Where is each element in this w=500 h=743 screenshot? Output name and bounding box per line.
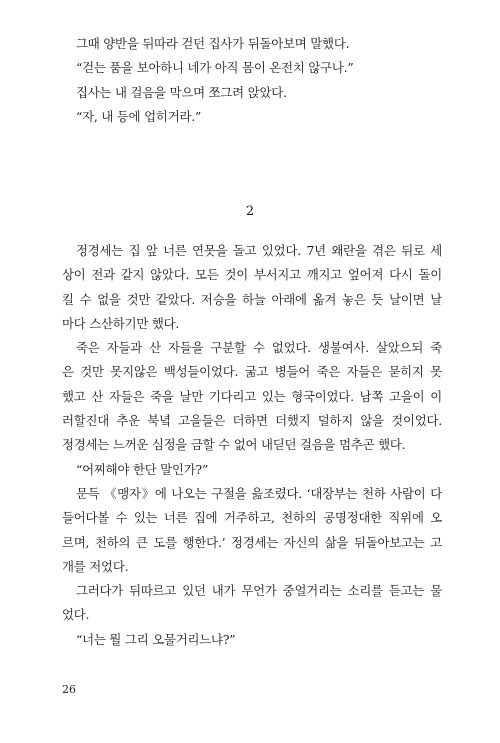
text-line: “너는 뭘 그리 오물거리느냐?” (76, 631, 236, 647)
text-line: 킬 수 없을 것만 같았다. 저승을 하늘 아래에 옮겨 놓은 듯 날이면 날 (62, 291, 442, 307)
text-line: 마다 스산하기만 했다. (62, 315, 180, 331)
text-line: 문득 《맹자》에 나오는 구절을 읊조렸다. ‘대장부는 천하 사람이 다 (76, 485, 442, 501)
text-line: 러할진대 추운 북녘 고을들은 더하면 더했지 덜하지 않을 것이었다. (62, 413, 442, 429)
text-line: “어찌해야 한단 말인가?” (76, 461, 209, 477)
body-passage (62, 239, 442, 652)
text-line: 죽은 자들과 산 자들을 구분할 수 없었다. 생불여사. 살았으되 죽 (76, 340, 442, 356)
text-line: 정경세는 집 앞 너른 연못을 돌고 있었다. 7년 왜란을 겪은 뒤로 세 (76, 243, 442, 258)
text-line: 었다. (62, 607, 90, 623)
text-line: 그러다가 뒤따르고 있던 내가 무언가 중얼거리는 소리를 듣고는 물 (76, 583, 442, 599)
page-number: 26 (62, 683, 76, 696)
text-line: 들어다볼 수 있는 너른 집에 거주하고, 천하의 공명정대한 직위에 오 (62, 510, 442, 526)
text-line: “자, 내 등에 업히거라.” (76, 108, 202, 124)
text-line: 르며, 천하의 큰 도를 행한다.’ 정경세는 자신의 삶을 뒤돌아보고는 고 (62, 534, 442, 550)
text-line: 정경세는 느꺼운 심정을 금할 수 없어 내딛던 걸음을 멈추곤 했다. (62, 437, 406, 453)
text-line: 집사는 내 걸음을 막으며 쪼그려 앉았다. (76, 84, 287, 100)
text-line: 했고 산 자들은 죽을 날만 기다리고 있는 형국이었다. 남쪽 고을이 이 (62, 388, 442, 404)
text-line: “걷는 품을 보아하니 네가 아직 몸이 온전치 않구나.” (76, 60, 354, 76)
text-line: 개를 저었다. (62, 558, 129, 574)
text-line: 그때 양반을 뒤따라 걷던 집사가 뒤돌아보며 말했다. (76, 36, 350, 51)
chapter-number: 2 (245, 204, 255, 219)
top-passage (62, 32, 442, 129)
text-line: 은 것만 못지않은 백성들이었다. 굶고 병들어 죽은 자들은 묻히지 못 (62, 364, 442, 380)
text-line: 상이 전과 같지 않았다. 모든 것이 부서지고 깨지고 엎어져 다시 돌이 (62, 267, 442, 283)
